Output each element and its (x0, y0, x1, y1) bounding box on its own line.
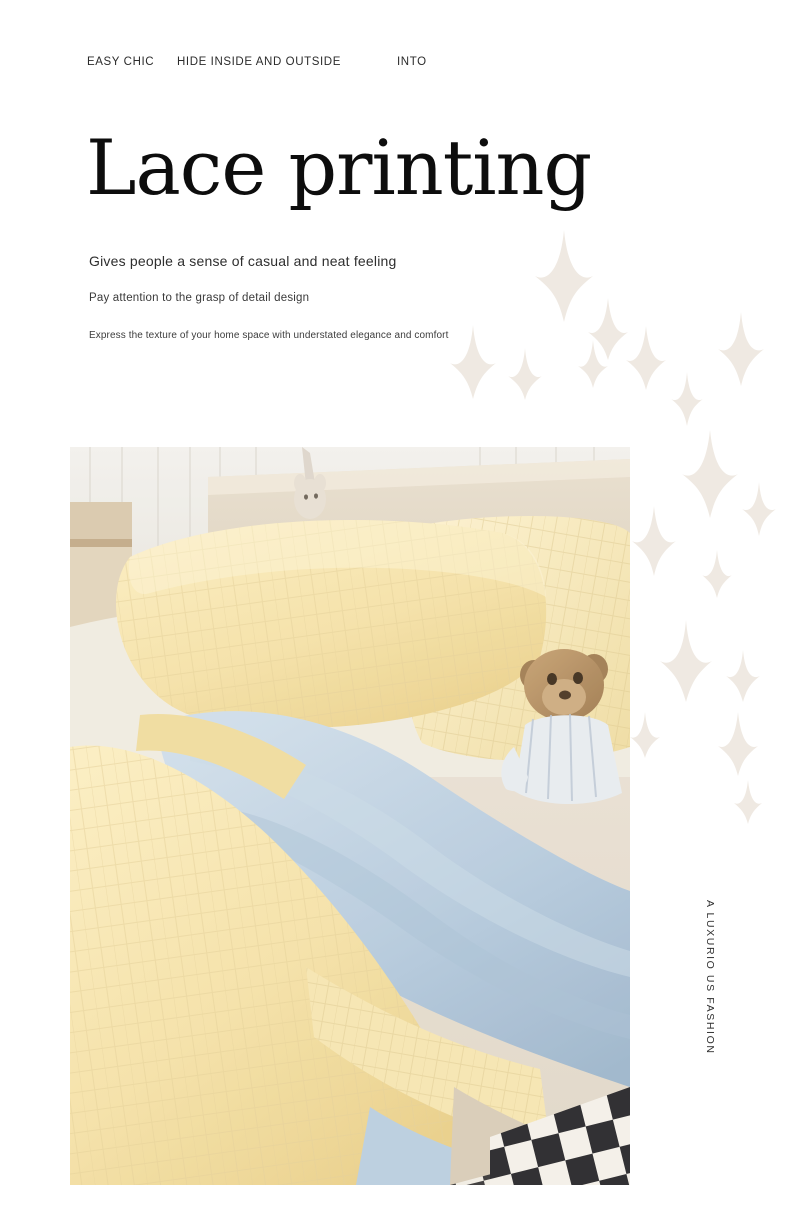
vertical-side-text: A LUXURIO US FASHION (704, 900, 716, 1055)
subtitle-primary: Gives people a sense of casual and neat feeling (89, 253, 397, 269)
subtitle-tertiary: Express the texture of your home space with understated elegance and comfort (89, 330, 449, 341)
eyebrow-row (87, 56, 707, 76)
subtitle-secondary: Pay attention to the grasp of detail design (89, 292, 310, 304)
eyebrow-easy-chic: EASY CHIC (87, 56, 155, 68)
product-photo (70, 447, 630, 1185)
eyebrow-into: INTO (397, 56, 427, 68)
eyebrow-hide-inside-outside: HIDE INSIDE AND OUTSIDE (177, 56, 341, 68)
bedroom-scene-illustration (70, 447, 630, 1185)
page-title: Lace printing (86, 123, 592, 212)
